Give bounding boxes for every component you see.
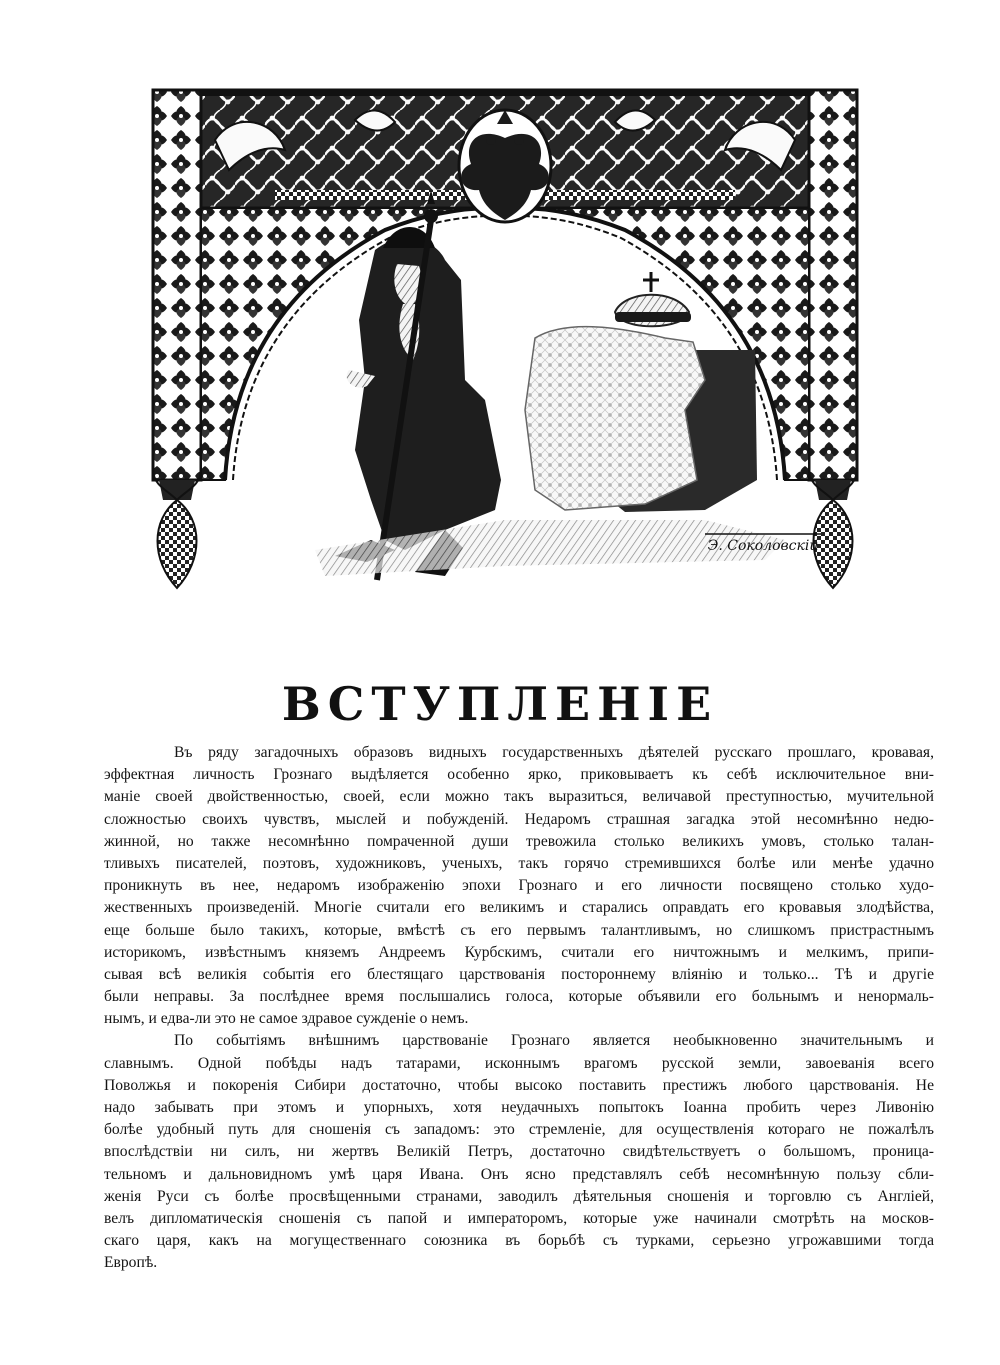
text-line: проникнуть въ нее, недаромъ изображенію эпохи Грознаго и его личности посвящено столько худо- bbox=[104, 877, 934, 895]
text-line: сложностью своихъ чувствъ, мыслей и побужденій. Недаромъ страшная загадка этой несомнѣнно недю- bbox=[104, 810, 934, 828]
text-line: жинной, но также несомнѣнно помраченной души тревожила столько великихъ умовъ, столько талан- bbox=[104, 832, 934, 850]
text-line: По событіямъ внѣшнимъ царствованіе Грознаго является необыкновенно значительнымъ и bbox=[174, 1032, 934, 1050]
text-line: историкомъ, извѣстнымъ княземъ Андреемъ Курбскимъ, считали его ничтожнымъ и мелкимъ, припи- bbox=[104, 943, 934, 961]
text-line: тливыхъ писателей, поэтовъ, художниковъ, ученыхъ, такъ горячо стремившихся болѣе или менѣе удачно bbox=[104, 854, 934, 872]
text-line: Поволжья и покоренія Сибири достаточно, чтобы высоко поставить престижъ любого царствованія. Не bbox=[104, 1076, 934, 1094]
text-line: еще больше было такихъ, которые, вмѣстѣ съ его первымъ талантливымъ, но слишкомъ пристрастнымъ bbox=[104, 921, 934, 939]
text-line: велъ дипломатическія сношенія съ папой и императоромъ, которые уже начинали смотрѣть на москов- bbox=[104, 1209, 934, 1227]
artist-signature: Э. Соколовскій bbox=[707, 538, 819, 554]
text-line: славнымъ. Одной побѣды надъ татарами, исконнымъ врагомъ русской земли, завоеванія всего bbox=[104, 1054, 934, 1072]
text-line: жественныхъ произведеній. Многіе считали его великимъ и старались оправдать его кровавыя злодѣйства, bbox=[104, 899, 934, 917]
text-line: сывая всѣ великія событія его блестящаго царствованія постороннему вліянію и только... Тѣ и другіе bbox=[104, 965, 934, 983]
text-line: надо забывать при этомъ и упорныхъ, хотя неудачныхъ попытокъ Іоанна пробить через Ливонію bbox=[104, 1099, 934, 1116]
text-line: эффектная личность Грознаго выдѣляется особенно ярко, приковываетъ къ себѣ исключительное вни- bbox=[104, 766, 934, 784]
tsar-figure-illustration bbox=[335, 190, 501, 580]
text-line: тельномъ и дальновидномъ умѣ царя Ивана. Онъ ясно представлялъ себѣ несомнѣнную пользу сбли- bbox=[104, 1165, 934, 1183]
text-line: маніе своей двойственностью, своей, если можно такъ выразиться, величавой преступностью, мучительной bbox=[104, 788, 934, 806]
chapter-title: ВСТУПЛЕНІЕ bbox=[281, 677, 719, 731]
body-text bbox=[104, 742, 934, 1275]
text-line: скаго царя, какъ на могущественнаго союзника въ борьбѣ съ турками, серьезно угрожавшими тогда bbox=[104, 1232, 934, 1250]
text-line: были неправы. За послѣднее время послышались голоса, которые объявили его больнымъ и ненормаль- bbox=[104, 988, 934, 1006]
paragraph-1 bbox=[104, 742, 934, 1030]
text-line: впослѣдствіи ни силъ, ни жертвъ Великій Петръ, достаточно свидѣтельствуетъ о большомъ, проница- bbox=[104, 1143, 934, 1161]
headpiece-illustration bbox=[145, 80, 865, 602]
text-line: женія Руси съ болѣе просвѣщенными странами, заводилъ дѣятельныя сношенія и торговлю съ Англіей, bbox=[104, 1187, 934, 1205]
text-line: нымъ, и едва-ли это не самое здравое сужденіе о немъ. bbox=[104, 1010, 469, 1028]
right-finial-icon bbox=[809, 472, 857, 588]
left-finial-icon bbox=[153, 472, 201, 588]
text-line: болѣе удобный путь для сношенія съ западомъ: это стремленіе, для осуществленія котораго не пожалѣлъ bbox=[104, 1121, 934, 1139]
text-line: Европѣ. bbox=[104, 1254, 158, 1272]
paragraph-2 bbox=[104, 1030, 934, 1274]
eagle-emblem-icon bbox=[459, 110, 551, 222]
text-line: Въ ряду загадочныхъ образовъ видныхъ государственныхъ дѣятелей русскаго прошлаго, кровавая, bbox=[174, 744, 934, 761]
